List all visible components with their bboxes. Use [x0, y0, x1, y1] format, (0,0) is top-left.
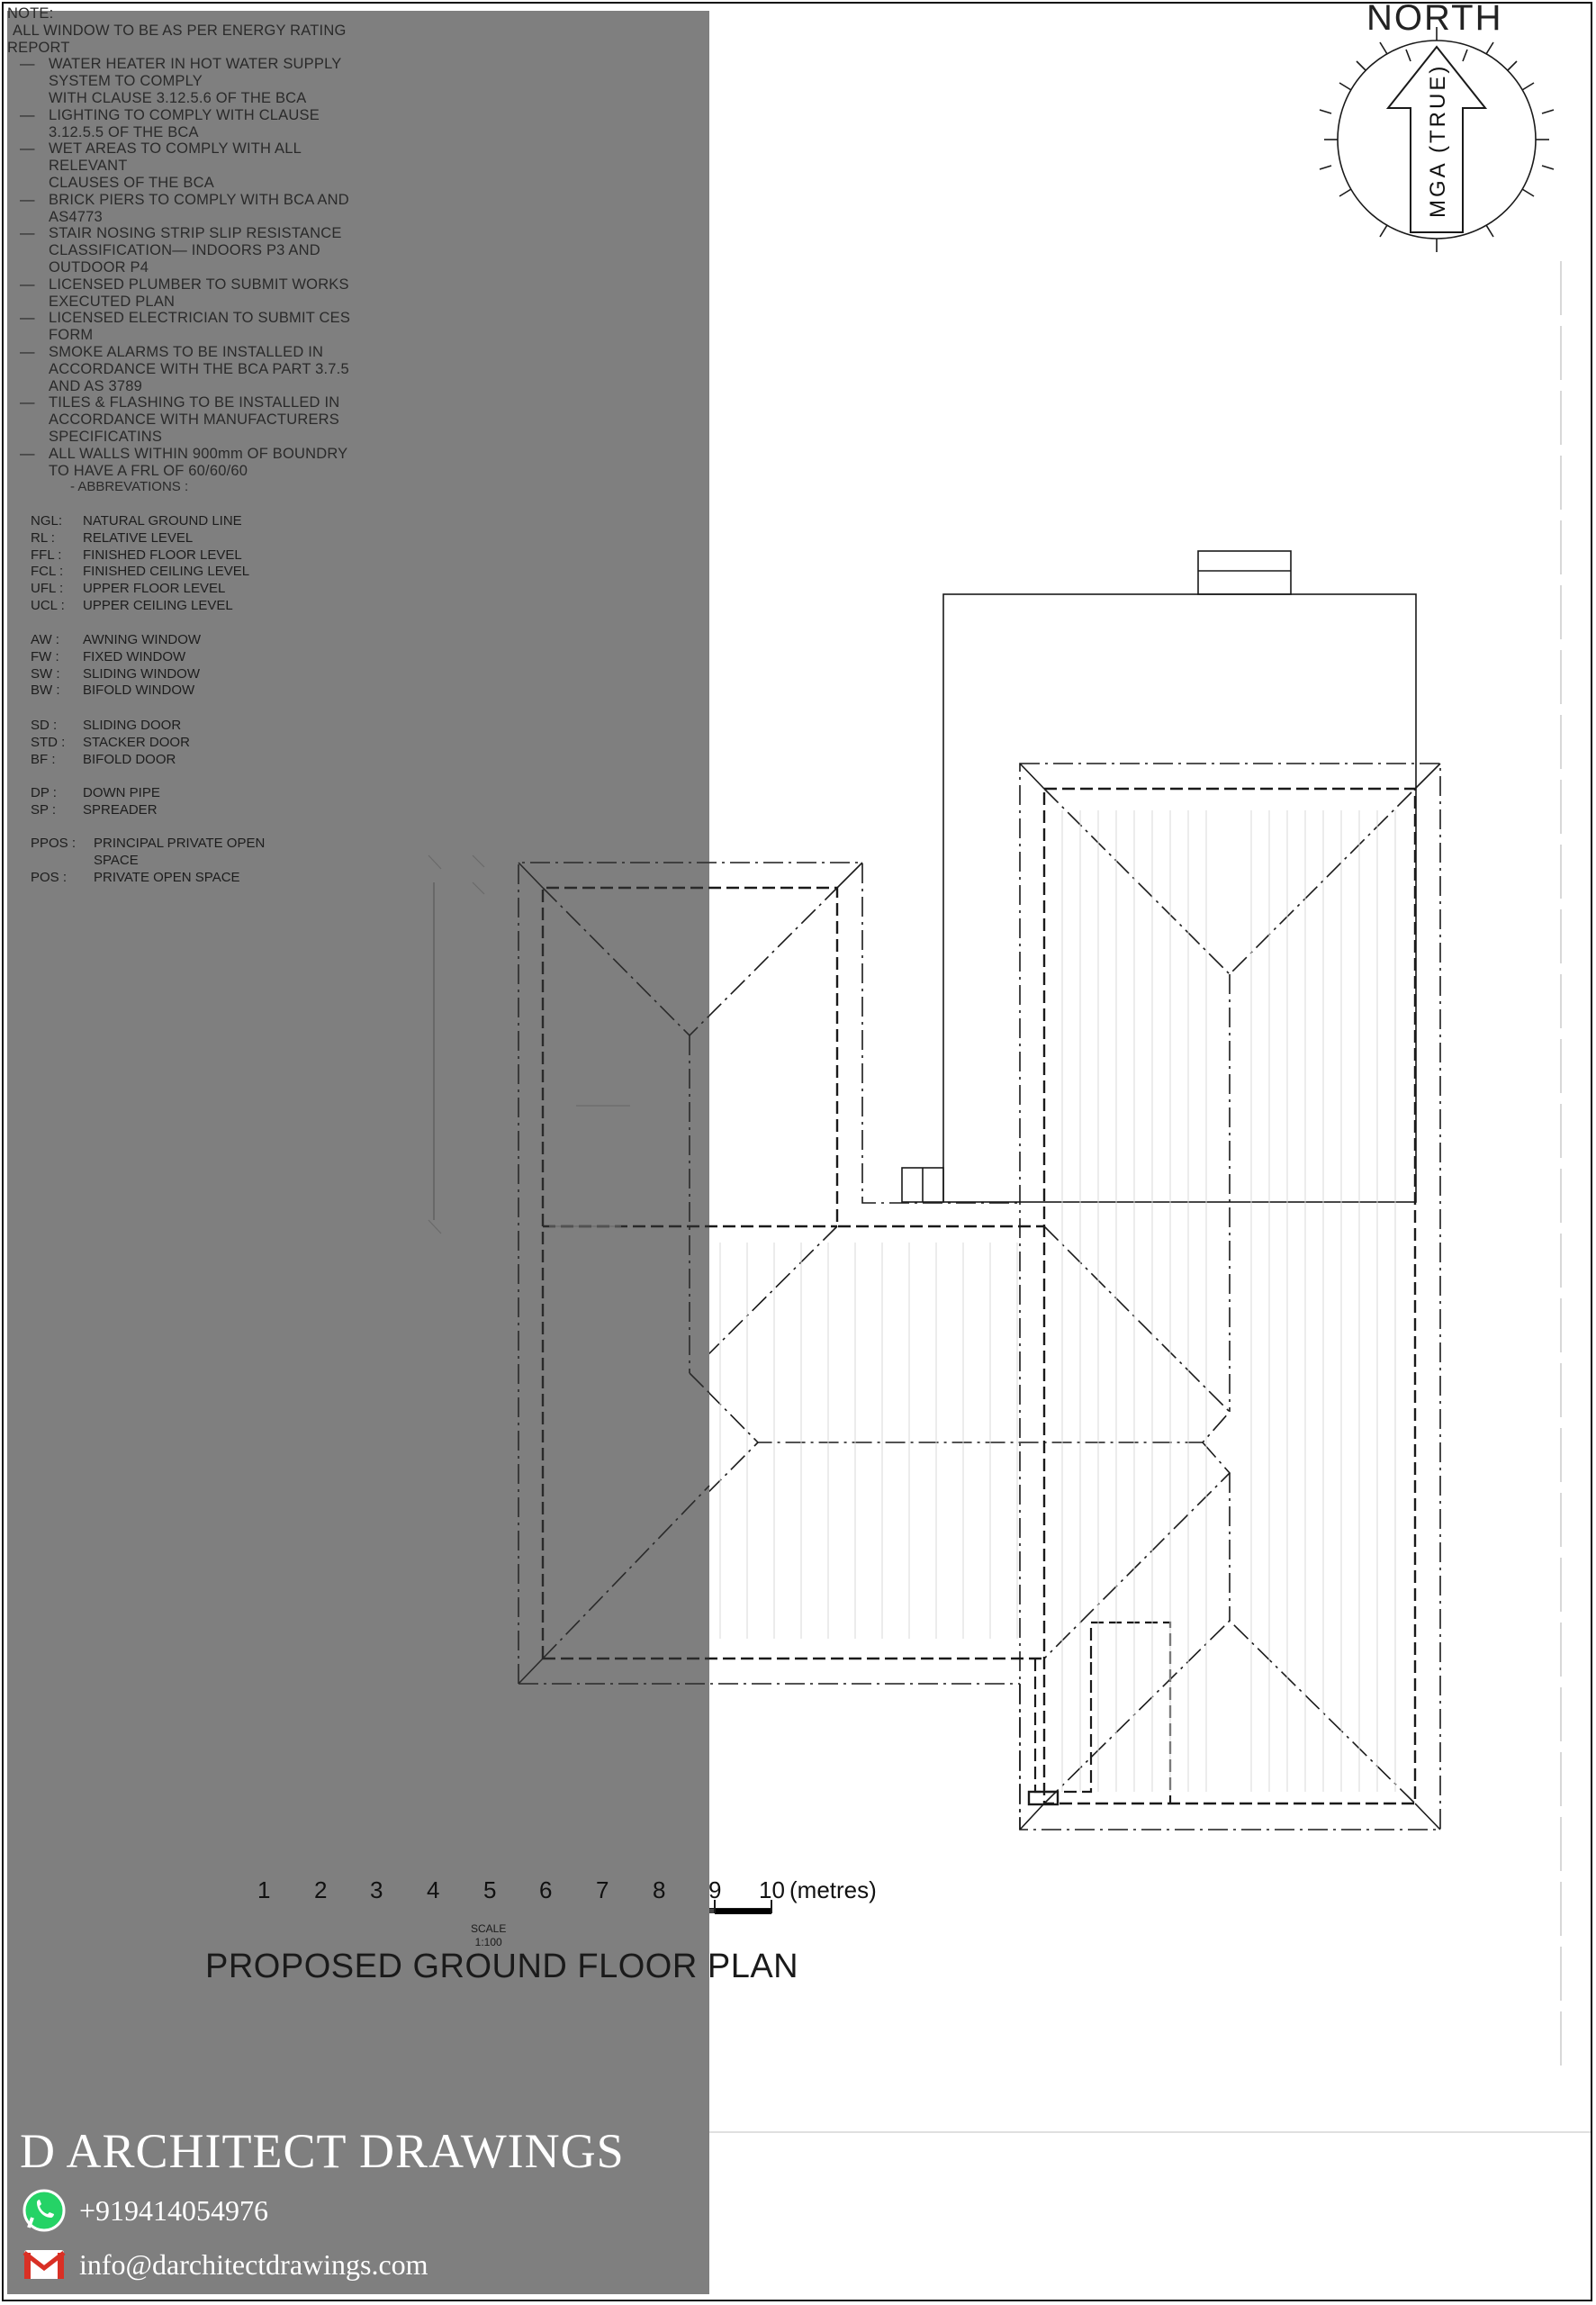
abbr-key: POS :: [31, 869, 68, 885]
email-address: info@darchitectdrawings.com: [79, 2247, 428, 2281]
abbr-key: BF :: [31, 751, 56, 767]
note-line: SPECIFICATINS: [49, 428, 163, 445]
note-line: LIGHTING TO COMPLY WITH CLAUSE: [49, 106, 320, 123]
note-item: — SMOKE ALARMS TO BE INSTALLED IN ACCORDANCE WITH THE BCA PART 3.7.5 AND AS 3789: [7, 344, 385, 394]
scale-tick-label: 7: [596, 1876, 609, 1903]
note-line: BRICK PIERS TO COMPLY WITH BCA AND: [49, 191, 349, 208]
abbr-key: SP :: [31, 801, 57, 818]
email-contact[interactable]: [22, 2242, 428, 2287]
scale-tick-label: 9: [708, 1876, 722, 1903]
abbr-key: FCL :: [31, 564, 64, 580]
note-line: TO HAVE A FRL OF 60/60/60: [49, 462, 248, 479]
abbr-value: BIFOLD DOOR: [83, 751, 176, 767]
note-line: WATER HEATER IN HOT WATER SUPPLY: [49, 56, 342, 73]
abbreviation-group: [31, 632, 201, 700]
note-item: — BRICK PIERS TO COMPLY WITH BCA AND AS4773: [7, 192, 385, 226]
gmail-icon: [22, 2242, 67, 2287]
abbr-value: FINISHED CEILING LEVEL: [83, 564, 250, 580]
abbr-key: NGL:: [31, 513, 63, 529]
note-item: — LIGHTING TO COMPLY WITH CLAUSE 3.12.5.5 OF THE BCA: [7, 107, 385, 141]
abbr-key: UCL :: [31, 597, 65, 613]
abbr-value: FINISHED FLOOR LEVEL: [83, 547, 242, 563]
abbr-value: SPACE: [94, 852, 139, 868]
abbreviations-title: - ABBREVATIONS :: [70, 479, 189, 494]
abbreviation-group: [31, 785, 160, 819]
abbr-value: NATURAL GROUND LINE: [83, 513, 242, 529]
abbreviation-group: [31, 836, 265, 886]
scale-tick-label: 2: [314, 1876, 328, 1903]
abbr-value: AWNING WINDOW: [83, 632, 202, 647]
note-item: — WATER HEATER IN HOT WATER SUPPLY SYSTEM TO COMPLY WITH CLAUSE 3.12.5.6 OF THE BCA: [7, 56, 385, 106]
scale-tick-label: 6: [539, 1876, 553, 1903]
abbr-key: PPOS :: [31, 836, 77, 851]
scale-label: SCALE: [471, 1922, 507, 1935]
brand-name: D ARCHITECT DRAWINGS: [20, 2124, 625, 2178]
note-item: — STAIR NOSING STRIP SLIP RESISTANCE CLASSIFICATION— INDOORS P3 AND OUTDOOR P4: [7, 225, 385, 276]
abbr-key: STD :: [31, 734, 66, 750]
scale-tick-label: 10: [759, 1876, 785, 1903]
abbr-value: DOWN PIPE: [83, 785, 160, 800]
chimney-box: [1198, 551, 1291, 594]
note-line: AS4773: [49, 208, 103, 225]
abbr-key: FW :: [31, 648, 59, 664]
phone-number: +919414054976: [79, 2193, 269, 2227]
abbr-key: BW :: [31, 682, 60, 699]
whatsapp-icon: [22, 2188, 67, 2233]
abbr-key: DP :: [31, 785, 57, 800]
note-line: OUTDOOR P4: [49, 258, 149, 276]
abbr-value: PRIVATE OPEN SPACE: [94, 869, 240, 885]
abbr-key: AW :: [31, 632, 59, 647]
note-item: — LICENSED ELECTRICIAN TO SUBMIT CES FORM: [7, 310, 385, 344]
rear-annex-outline: [943, 594, 1416, 1202]
general-notes: [7, 5, 385, 479]
note-line: 3.12.5.5 OF THE BCA: [49, 123, 199, 140]
note-line: CLASSIFICATION— INDOORS P3 AND: [49, 242, 320, 259]
abbr-key: UFL :: [31, 581, 64, 597]
note-line: SMOKE ALARMS TO BE INSTALLED IN: [49, 343, 324, 360]
abbr-value: UPPER CEILING LEVEL: [83, 597, 233, 613]
notes-intro-line: REPORT: [7, 39, 70, 56]
note-line: CLAUSES OF THE BCA: [49, 174, 214, 191]
abbr-value: SLIDING DOOR: [83, 718, 182, 733]
note-line: LICENSED ELECTRICIAN TO SUBMIT CES: [49, 310, 351, 327]
note-line: SYSTEM TO COMPLY: [49, 73, 203, 90]
abbr-value: BIFOLD WINDOW: [83, 682, 195, 699]
scale-unit: (metres): [789, 1876, 877, 1903]
abbr-key: SW :: [31, 665, 60, 682]
abbr-value: RELATIVE LEVEL: [83, 529, 194, 546]
abbr-value: UPPER FLOOR LEVEL: [83, 581, 226, 597]
note-line: AND AS 3789: [49, 377, 143, 394]
note-line: ACCORDANCE WITH MANUFACTURERS: [49, 411, 339, 429]
note-item: — WET AREAS TO COMPLY WITH ALL RELEVANT CLAUSES OF THE BCA: [7, 140, 385, 191]
abbreviation-group: [31, 513, 249, 615]
note-line: EXECUTED PLAN: [49, 293, 176, 310]
scale-tick-label: 1: [257, 1876, 271, 1903]
note-line: WITH CLAUSE 3.12.5.6 OF THE BCA: [49, 89, 307, 106]
scale-note: [471, 1922, 506, 1949]
notes-intro-line: ALL WINDOW TO BE AS PER ENERGY RATING: [13, 22, 347, 39]
note-item: — ALL WALLS WITHIN 900mm OF BOUNDRY TO HAVE A FRL OF 60/60/60: [7, 446, 385, 480]
note-item: — TILES & FLASHING TO BE INSTALLED IN ACCORDANCE WITH MANUFACTURERS SPECIFICATINS: [7, 394, 385, 445]
abbr-value: PRINCIPAL PRIVATE OPEN: [94, 836, 266, 851]
note-line: FORM: [49, 327, 94, 344]
abbr-value: SPREADER: [83, 801, 158, 818]
mga-true-label: MGA (TRUE): [1426, 63, 1450, 218]
scale-tick-label: 8: [653, 1876, 666, 1903]
note-line: ALL WALLS WITHIN 900mm OF BOUNDRY: [49, 445, 348, 462]
scale-tick-label: 3: [370, 1876, 383, 1903]
note-line: TILES & FLASHING TO BE INSTALLED IN: [49, 394, 340, 411]
note-line: STAIR NOSING STRIP SLIP RESISTANCE: [49, 225, 342, 242]
abbr-key: FFL :: [31, 547, 62, 563]
scale-tick-label: 4: [427, 1876, 440, 1903]
abbr-key: RL :: [31, 529, 55, 546]
scale-tick-label: 5: [483, 1876, 497, 1903]
phone-contact[interactable]: [22, 2188, 268, 2233]
scale-ratio: 1:100: [474, 1936, 502, 1948]
notes-heading: NOTE:: [7, 5, 54, 22]
abbreviation-group: [31, 718, 190, 768]
abbr-key: SD :: [31, 718, 58, 733]
note-line: WET AREAS TO COMPLY WITH ALL: [49, 140, 302, 158]
note-line: ACCORDANCE WITH THE BCA PART 3.7.5: [49, 360, 349, 377]
drawing-title: PROPOSED GROUND FLOOR PLAN: [205, 1948, 799, 1985]
note-line: LICENSED PLUMBER TO SUBMIT WORKS: [49, 276, 349, 293]
abbr-value: FIXED WINDOW: [83, 648, 186, 664]
abbr-value: STACKER DOOR: [83, 734, 190, 750]
north-label: NORTH: [1366, 0, 1503, 38]
note-line: RELEVANT: [49, 158, 128, 175]
note-item: — LICENSED PLUMBER TO SUBMIT WORKS EXECUTED PLAN: [7, 276, 385, 311]
abbr-value: SLIDING WINDOW: [83, 665, 200, 682]
